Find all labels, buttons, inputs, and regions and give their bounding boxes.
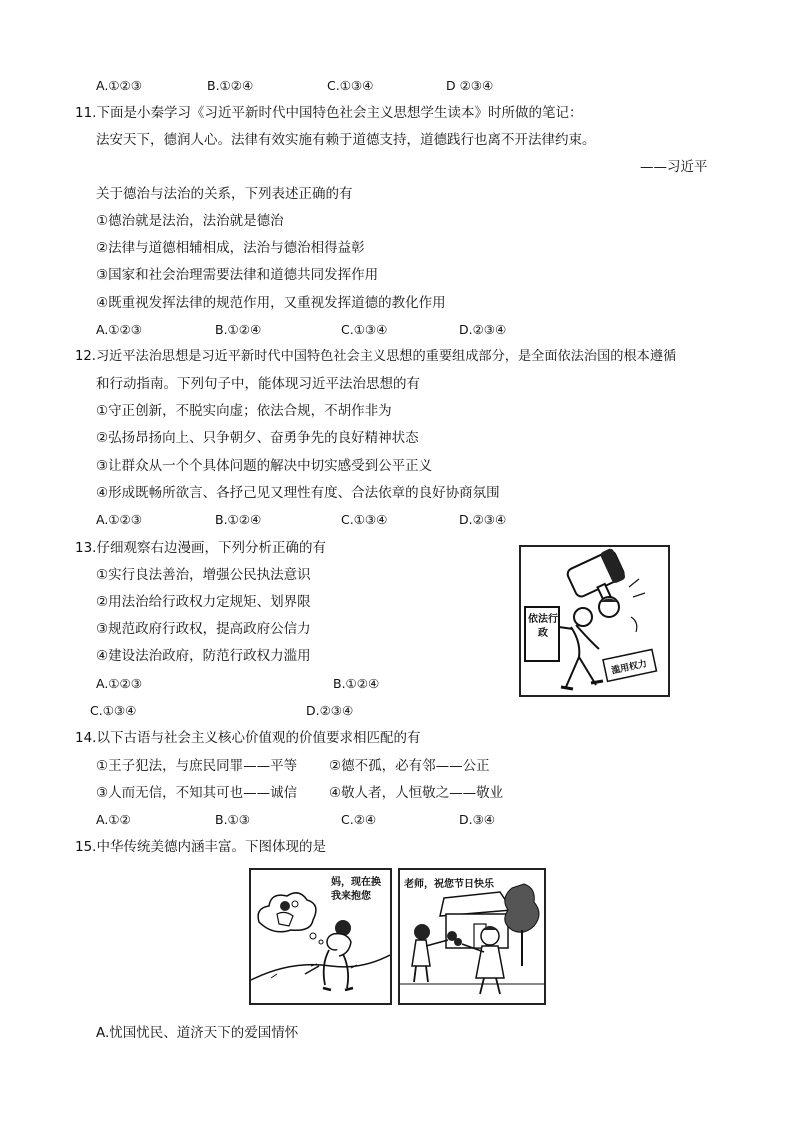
q10-option-d: D ②③④ (446, 78, 494, 93)
q11-statement-3: ③国家和社会治理需要法律和道德共同发挥作用 (96, 267, 379, 283)
left-bubble-text: 妈，现在换我来抱您 (331, 877, 381, 902)
q12-stem-line1: 12.习近平法治思想是习近平新时代中国特色社会主义思想的重要组成部分，是全面依法治国的根本遵循 (75, 349, 677, 364)
q15-cartoon-left (249, 868, 392, 1005)
q12-stem-line2: 和行动指南。下列句子中，能体现习近平法治思想的有 (96, 376, 420, 392)
q10-option-c: C.①③④ (327, 78, 374, 93)
q14-option-c: C.②④ (341, 812, 377, 827)
q10-option-a: A.①②③ (96, 78, 142, 93)
q14-option-d: D.③④ (459, 812, 496, 827)
q13-statement-4: ④建设法治政府，防范行政权力滥用 (96, 648, 311, 664)
q11-statement-4: ④既重视发挥法律的规范作用，又重视发挥道德的教化作用 (96, 295, 446, 311)
right-bubble-text: 老师，祝您节日快乐 (404, 879, 494, 890)
paper-text: 滥用权力 (610, 659, 648, 677)
q12-option-d: D.②③④ (459, 512, 507, 527)
q11-statement-1: ①德治就是法治，法治就是德治 (96, 213, 284, 229)
q13-option-d: D.②③④ (306, 703, 354, 718)
q13-statement-1: ①实行良法善治，增强公民执法意识 (96, 567, 311, 583)
q13-cartoon (519, 545, 670, 697)
q13-stem: 13.仔细观察右边漫画，下列分析正确的有 (75, 540, 326, 556)
q11-stem: 11.下面是小秦学习《习近平新时代中国特色社会主义思想学生读本》时所做的笔记： (75, 105, 583, 121)
q13-statement-3: ③规范政府行政权，提高政府公信力 (96, 621, 311, 637)
q12-statement-3: ③让群众从一个个具体问题的解决中切实感受到公平正义 (96, 458, 433, 474)
q12-option-c: C.①③④ (341, 512, 388, 527)
q14-statement-1: ①王子犯法，与庶民同罪——平等 (96, 758, 298, 774)
q11-question: 关于德治与法治的关系，下列表述正确的有 (96, 186, 353, 202)
q13-statement-2: ②用法治给行政权力定规矩、划界限 (96, 594, 311, 610)
q13-option-b: B.①②④ (333, 676, 380, 691)
q10-option-b: B.①②④ (207, 78, 254, 93)
q11-statement-2: ②法律与道德相辅相成，法治与德治相得益彰 (96, 240, 365, 256)
q14-option-a: A.①② (96, 812, 131, 827)
sign-text: 依法行政 (528, 614, 558, 639)
q14-stem: 14.以下古语与社会主义核心价值观的价值要求相匹配的有 (75, 730, 421, 746)
q12-option-a: A.①②③ (96, 512, 142, 527)
q11-option-d: D.②③④ (459, 322, 507, 337)
q14-statement-2: ②德不孤，必有邻——公正 (329, 758, 490, 774)
q11-option-b: B.①②④ (215, 322, 262, 337)
q12-statement-2: ②弘扬昂扬向上、只争朝夕、奋勇争先的良好精神状态 (96, 430, 419, 446)
q11-option-c: C.①③④ (341, 322, 388, 337)
q15-option-a: A.忧国忧民、道济天下的爱国情怀 (96, 1025, 299, 1041)
q14-statement-4: ④敬人者，人恒敬之——敬业 (329, 785, 504, 801)
q12-statement-4: ④形成既畅所欲言、各抒己见又理性有度、合法依章的良好协商氛围 (96, 485, 500, 501)
q11-quote: 法安天下，德润人心。法律有效实施有赖于道德支持，道德践行也离不开法律约束。 (96, 132, 596, 148)
q11-attribution: ——习近平 (640, 159, 708, 175)
q13-option-a: A.①②③ (96, 676, 142, 691)
q11-option-a: A.①②③ (96, 322, 142, 337)
q14-statement-3: ③人而无信，不知其可也——诚信 (96, 785, 298, 801)
q15-cartoon-right (398, 868, 546, 1005)
q12-option-b: B.①②④ (215, 512, 262, 527)
q13-option-c: C.①③④ (90, 703, 137, 718)
q15-stem: 15.中华传统美德内涵丰富。下图体现的是 (75, 839, 326, 855)
q14-option-b: B.①③ (215, 812, 250, 827)
q12-statement-1: ①守正创新，不脱实向虚；依法合规，不胡作非为 (96, 403, 392, 419)
